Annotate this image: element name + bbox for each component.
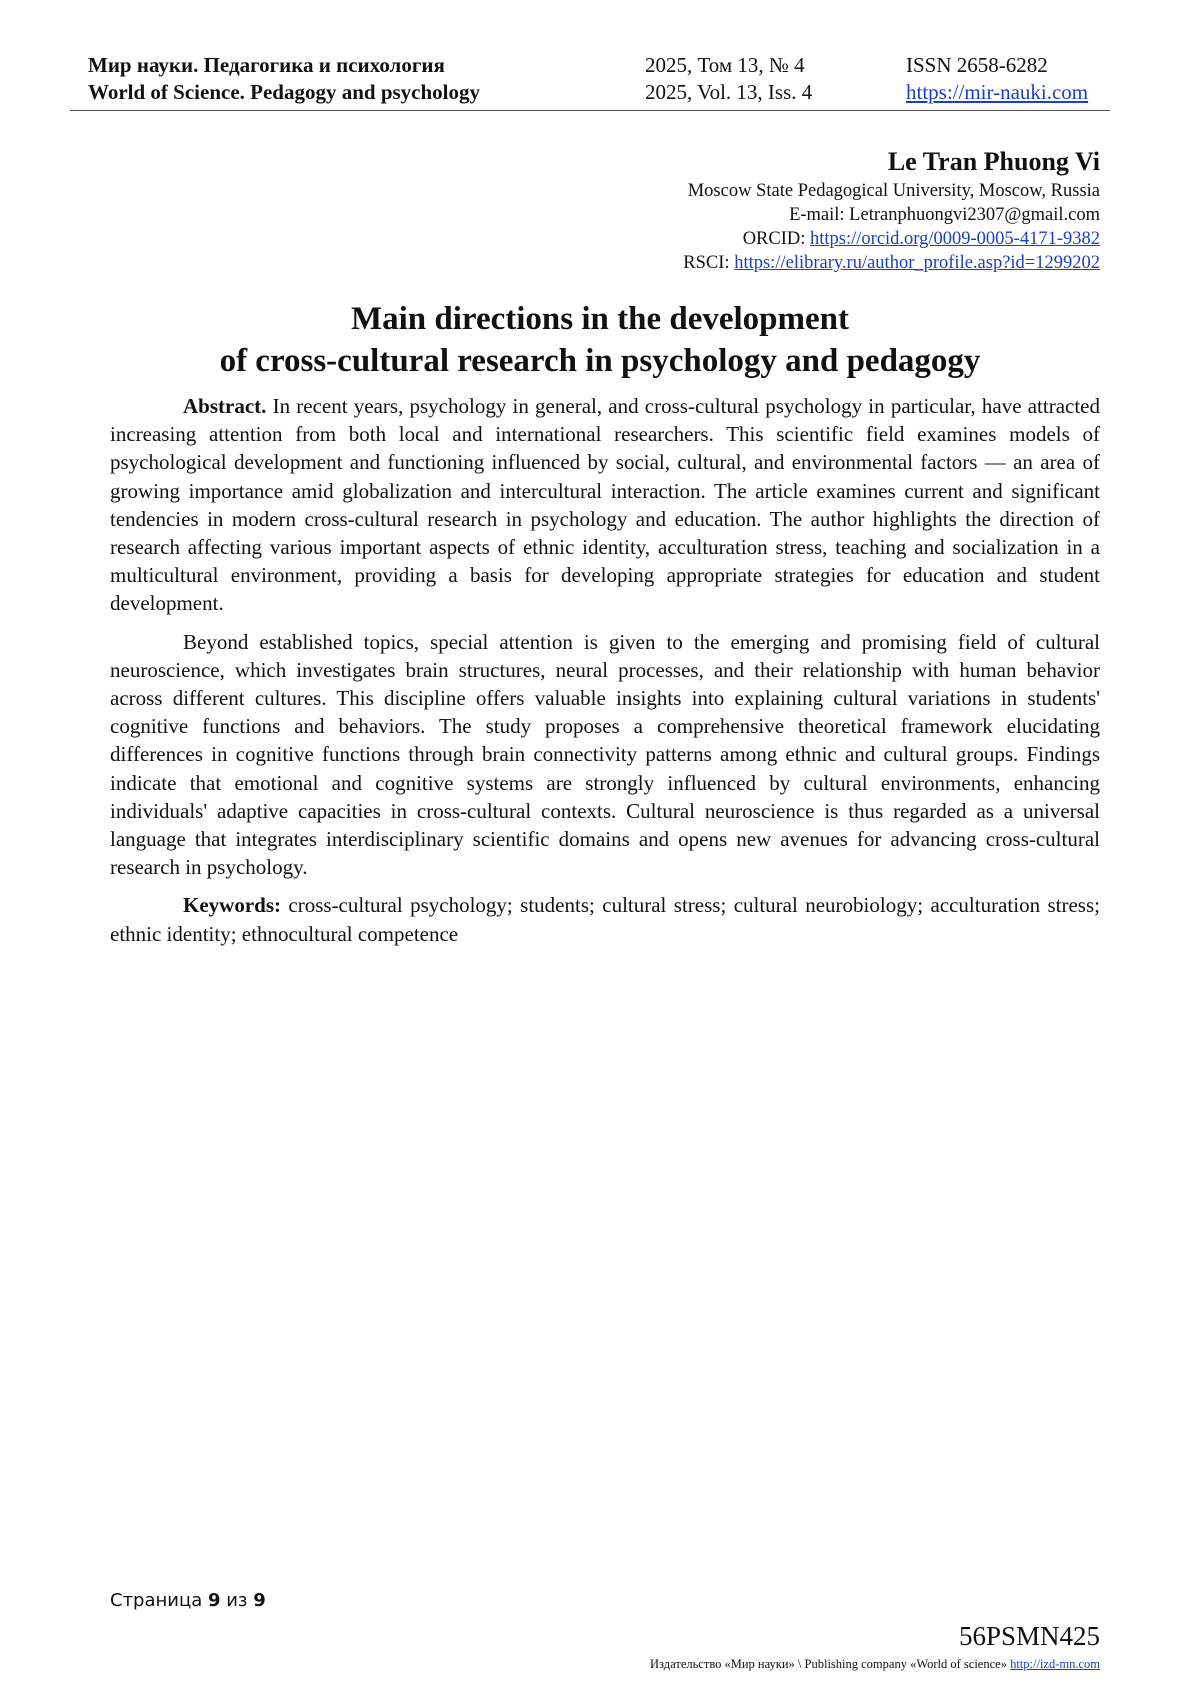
page-current: 9 (207, 1590, 221, 1611)
keywords-paragraph (110, 891, 1100, 947)
issue-info-en: 2025, Vol. 13, Iss. 4 (645, 80, 813, 104)
issn: ISSN 2658-6282 (906, 53, 1048, 77)
page-total: 9 (253, 1590, 266, 1611)
abstract-paragraph-2: Beyond established topics, special attention is given to the emerging and promising field of cultural neuroscience, which investigates brain structures, neural processes, and their relationship with human behavior across different cultures. This discipline offers valuable insights into explaining cultural variations in students' cognitive functions and behaviors. The study proposes a comprehensive theoretical framework elucidating differences in cognitive functions through brain connectivity patterns among ethnic and cultural groups. Findings indicate that emotional and cognitive systems are strongly influenced by cultural environments, enhancing individuals' adaptive capacities in cross-cultural contexts. Cultural neuroscience is thus regarded as a universal language that integrates interdisciplinary scientific domains and opens new avenues for advancing cross-cultural research in psychology. (110, 629, 1100, 880)
page-middle: из (220, 1590, 254, 1611)
article-code: 56PSMN425 (958, 1621, 1100, 1651)
author-affiliation: Moscow State Pedagogical University, Moscow, Russia (687, 181, 1100, 201)
orcid-label: ORCID: (742, 229, 811, 249)
author-block (683, 145, 1100, 275)
author-rsci (683, 251, 1100, 275)
author-orcid (683, 227, 1100, 251)
abstract-text: In recent years, psychology in general, and cross-cultural psychology in particular, have attracted increasing attention from both local and international researchers. This scientific field examines models of psychological development and functioning influenced by social, cultural, and environmental factors — an area of growing importance amid globalization and intercultural interaction. The article examines current and significant tendencies in modern cross-cultural research in psychology and education. The author highlights the direction of research affecting various important aspects of ethnic identity, acculturation stress, teaching and socialization in a multicultural environment, providing a basis for developing appropriate strategies for education and student development. (110, 394, 1100, 616)
orcid-link[interactable]: https://orcid.org/0009-0005-4171-9382 (810, 229, 1100, 249)
journal-site-link[interactable]: https://mir-nauki.com (906, 80, 1089, 104)
rsci-link[interactable]: https://elibrary.ru/author_profile.asp?id=1299202 (734, 253, 1100, 273)
title-line-1: Main directions in the development (350, 301, 850, 337)
publisher-text: Издательство «Мир науки» \ Publishing company «World of science» (650, 1657, 1011, 1671)
article-body (110, 392, 1100, 958)
article-title (100, 298, 1100, 382)
page-prefix: Страница (110, 1590, 208, 1611)
journal-title-en: World of Science. Pedagogy and psychology (88, 80, 481, 104)
abstract-paragraph (110, 392, 1100, 618)
journal-title-ru: Мир науки. Педагогика и психология (88, 53, 445, 77)
publisher-link[interactable]: http://izd-mn.com (1010, 1657, 1100, 1671)
journal-header (70, 52, 1110, 111)
author-name: Le Tran Phuong Vi (887, 147, 1100, 176)
author-email: E-mail: Letranphuongvi2307@gmail.com (789, 205, 1100, 225)
page-number (110, 1590, 266, 1611)
keywords-label: Keywords: (183, 893, 281, 918)
title-line-2: of cross-cultural research in psychology and pedagogy (219, 343, 981, 379)
rsci-label: RSCI: (683, 253, 735, 273)
abstract-label: Abstract. (183, 394, 267, 418)
keywords-text: cross-cultural psychology; students; cultural stress; cultural neurobiology; acculturation stress; ethnic identity; ethnocultural competence (110, 893, 1100, 946)
publisher-line (650, 1657, 1100, 1672)
issue-info-ru: 2025, Том 13, № 4 (645, 53, 805, 77)
